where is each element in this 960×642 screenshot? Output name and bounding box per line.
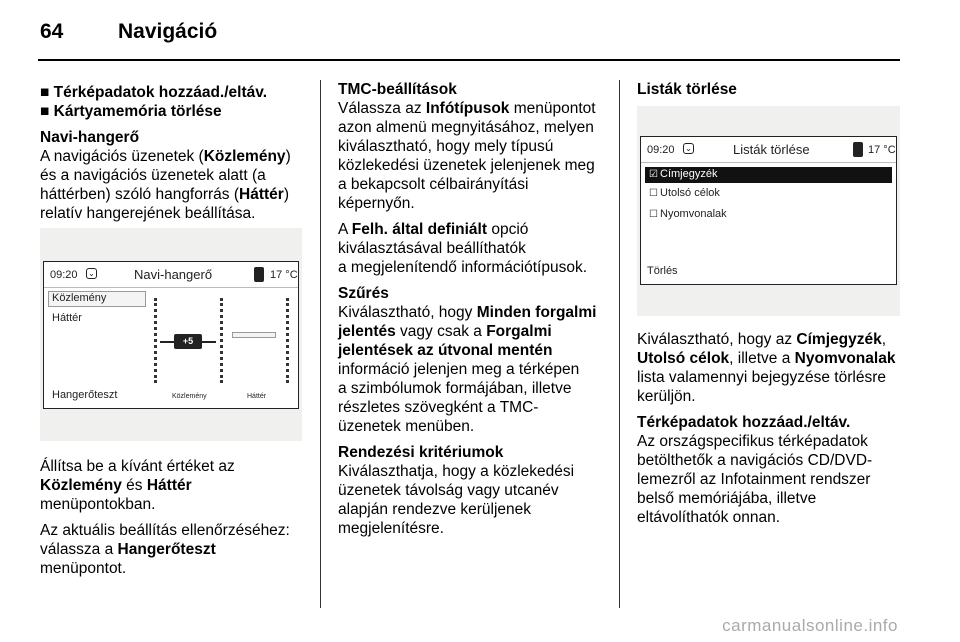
bullet-item: ■ Kártyamemória törlése	[40, 103, 222, 120]
back-icon: ⌄	[683, 143, 694, 154]
section-heading: Rendezési kritériumok	[338, 444, 504, 461]
list-item-label: Címjegyzék	[660, 168, 718, 180]
page-title: Navigáció	[118, 20, 218, 43]
paragraph: Az országspecifikus térképadatok betölthetők a navigációs CD/DVD- lemezről az Infotainment rendszer belső memóriájába, illetve eltávolíthatók onnan.	[637, 433, 873, 526]
temperature: 17 °C	[270, 269, 298, 281]
paragraph: A Felh. által definiált opció kiválasztásával beállíthatók a megjelenítendő információtípusok.	[338, 221, 588, 276]
back-icon: ⌄	[86, 268, 97, 279]
checkbox-icon[interactable]: ☐	[649, 209, 658, 220]
section-heading: TMC-beállítások	[338, 81, 457, 98]
clock: 09:20	[647, 144, 675, 156]
selected-list-row[interactable]	[645, 167, 892, 183]
column-label: Háttér	[247, 393, 267, 400]
column-divider-1	[320, 80, 321, 608]
display-frame	[43, 261, 299, 409]
slider-knob[interactable]: +5	[174, 334, 202, 349]
paragraph: A navigációs üzenetek (Közlemény) és a navigációs üzenetek alatt (a háttérben) szóló hangforrás (Háttér) relatív hangerejének beállítása.	[40, 148, 291, 222]
status-bar	[641, 137, 896, 163]
slider-knob-background[interactable]	[232, 332, 276, 338]
delete-button[interactable]: Törlés	[647, 265, 678, 277]
watermark: carmanualsonline.info	[722, 616, 898, 635]
paragraph: Az aktuális beállítás ellenőrzéséhez: válassza a Hangerőteszt menüpontot.	[40, 522, 290, 577]
section-heading: Listák törlése	[637, 81, 737, 98]
scale-dots	[220, 298, 223, 383]
navi-volume-screenshot	[40, 228, 302, 441]
list-item-label[interactable]: Utolsó célok	[660, 187, 720, 199]
status-bar	[44, 262, 298, 288]
menu-item[interactable]: Hangerőteszt	[52, 389, 118, 401]
menu-item[interactable]: Közlemény	[52, 292, 107, 304]
page-number: 64	[40, 20, 64, 43]
left-column-lower	[40, 457, 315, 585]
checkbox-checked-icon[interactable]: ☑	[649, 169, 658, 180]
scale-dots	[154, 298, 157, 383]
header-rule	[38, 59, 900, 61]
section-heading: Navi-hangerő	[40, 129, 140, 146]
clear-lists-screenshot	[637, 106, 900, 316]
paragraph: Kiválaszthatja, hogy a közlekedési üzenetek távolság vagy utcanév alapján rendezve kerüljenek megjelenítésre.	[338, 463, 575, 537]
menu-item[interactable]: Háttér	[52, 312, 82, 324]
paragraph: Kiválasztható, hogy Minden forgalmi jelentés vagy csak a Forgalmi jelentések az útvonal mentén információ jelenjen meg a térképen a szimbólumok formájában, illetve részletes szövegként a TMC- üzenetek menüben.	[338, 304, 597, 435]
clock: 09:20	[50, 269, 78, 281]
paragraph: Válassza az Infótípusok menüpontot azon almenü megnyitásához, melyen kiválasztható, hogy mely típusú közlekedési üzenetek jelenjenek meg a bekapcsolt célbairányítási képernyőn.	[338, 100, 596, 212]
column-divider-2	[619, 80, 620, 608]
section-heading: Szűrés	[338, 285, 389, 302]
paragraph: Állítsa be a kívánt értéket az Közlemény és Háttér menüpontokban.	[40, 458, 235, 513]
right-column-lower	[637, 330, 907, 534]
phone-icon	[853, 142, 863, 157]
scale-dots	[286, 298, 289, 383]
checkbox-icon[interactable]: ☐	[649, 188, 658, 199]
left-column	[40, 83, 310, 230]
list-item-label[interactable]: Nyomvonalak	[660, 208, 727, 220]
screen-title: Listák törlése	[733, 142, 810, 157]
screen-title: Navi-hangerő	[134, 267, 213, 282]
middle-column	[338, 80, 613, 545]
phone-icon	[254, 267, 264, 282]
section-heading: Térképadatok hozzáad./eltáv.	[637, 414, 851, 431]
bullet-item: ■ Térképadatok hozzáad./eltáv.	[40, 84, 268, 101]
column-label: Közlemény	[172, 393, 207, 400]
display-frame	[640, 136, 897, 285]
paragraph: Kiválasztható, hogy az Címjegyzék, Utolsó célok, illetve a Nyomvonalak lista valamennyi bejegyzése törlésre kerüljön.	[637, 331, 896, 405]
right-column	[637, 80, 907, 99]
temperature: 17 °C	[868, 144, 896, 156]
page-header	[40, 20, 217, 44]
